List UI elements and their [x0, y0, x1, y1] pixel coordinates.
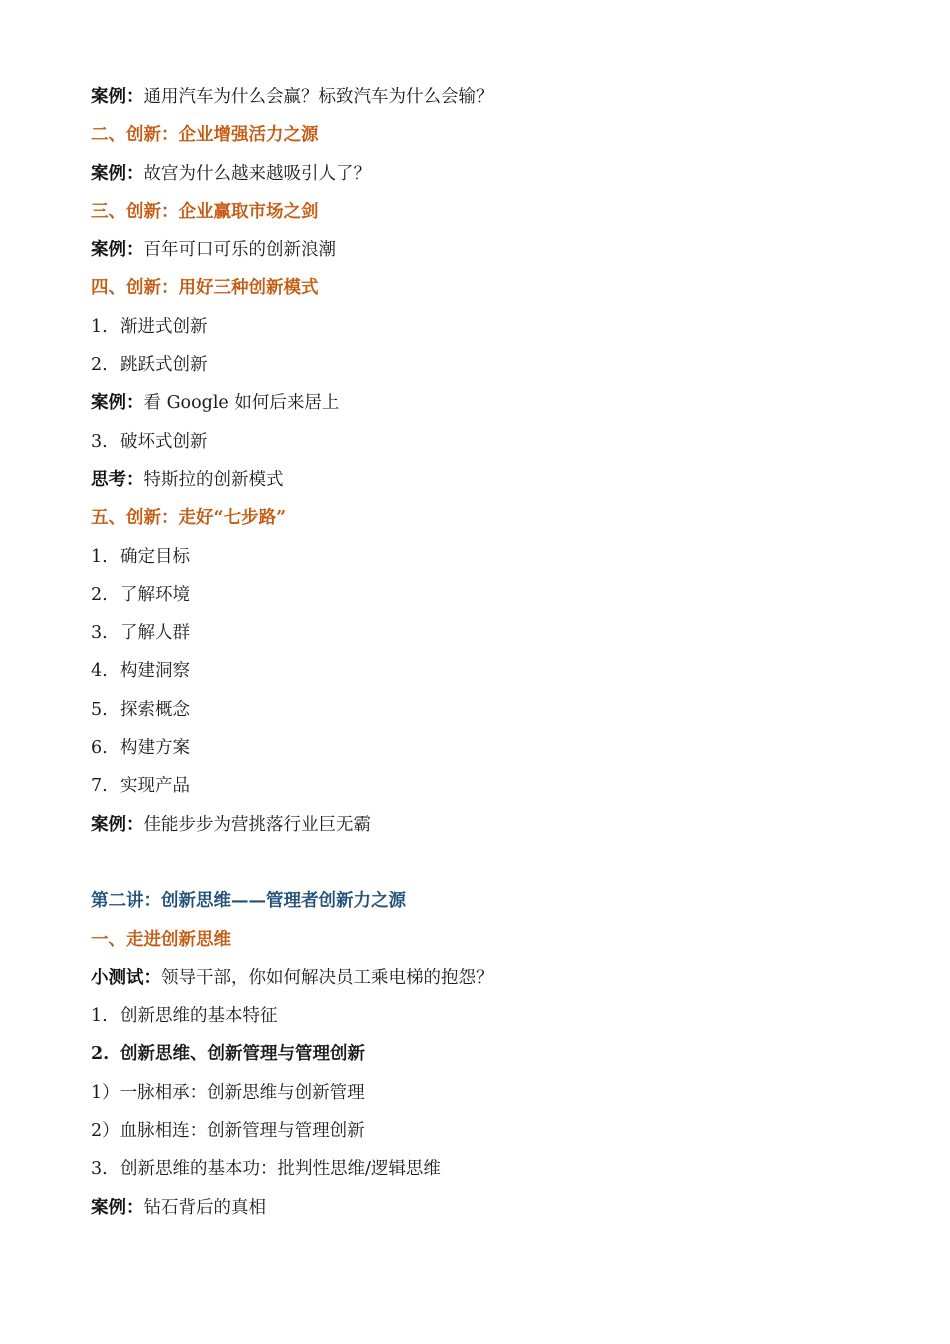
item-number: 2.: [91, 1044, 110, 1065]
item-number: 2.: [91, 355, 108, 376]
item-text: 创新思维的基本功：批判性思维/逻辑思维: [120, 1159, 441, 1180]
item-number: 3.: [91, 1159, 108, 1180]
numbered-item: [91, 423, 891, 461]
item-text: 跳跃式创新: [120, 355, 208, 376]
item-number: 1.: [91, 546, 108, 567]
labeled-line: [91, 231, 891, 269]
line-label: 小测试：: [91, 967, 161, 988]
item-text: 实现产品: [120, 776, 190, 797]
item-text: 创新思维、创新管理与管理创新: [120, 1044, 365, 1065]
labeled-line: [91, 78, 891, 116]
blank-line: [91, 844, 891, 882]
item-text: 破坏式创新: [120, 431, 208, 452]
line-label: 案例：: [91, 87, 144, 107]
document-body: [91, 78, 891, 1227]
labeled-line: [91, 806, 891, 844]
item-number: 1.: [91, 316, 108, 337]
line-label: 案例：: [91, 1197, 144, 1218]
item-text: 确定目标: [120, 546, 190, 567]
numbered-item: [91, 767, 891, 805]
line-text: 钻石背后的真相: [143, 1197, 266, 1218]
item-text: 创新思维的基本特征: [120, 1006, 278, 1027]
line-text: 特斯拉的创新模式: [143, 469, 284, 490]
labeled-line: [91, 959, 891, 997]
line-label: 案例：: [91, 814, 144, 835]
line-text: 通用汽车为什么会赢？标致汽车为什么会输？: [143, 87, 494, 107]
item-number: 3.: [91, 431, 108, 452]
numbered-item: [91, 1035, 891, 1073]
section-heading: 四、创新：用好三种创新模式: [91, 278, 319, 299]
item-number: 6.: [91, 738, 108, 759]
line-text: 佳能步步为营挑落行业巨无霸: [143, 814, 371, 835]
plain-line: 2）血脉相连：创新管理与管理创新: [91, 1121, 365, 1142]
line-label: 案例：: [91, 240, 144, 261]
item-text: 渐进式创新: [120, 316, 208, 337]
numbered-item: [91, 614, 891, 652]
item-number: 7.: [91, 776, 108, 797]
chapter-heading: 第二讲：创新思维——管理者创新力之源: [91, 891, 406, 912]
numbered-item: [91, 691, 891, 729]
line-text: 看 Google 如何后来居上: [143, 393, 340, 414]
item-text: 了解环境: [120, 584, 190, 605]
line-text: 故宫为什么越来越吸引人了？: [143, 163, 371, 184]
labeled-line: [91, 461, 891, 499]
line-text: 领导干部，你如何解决员工乘电梯的抱怨？: [161, 967, 494, 988]
item-number: 2.: [91, 584, 108, 605]
numbered-item: [91, 729, 891, 767]
plain-line: 1）一脉相承：创新思维与创新管理: [91, 1082, 365, 1103]
item-number: 1.: [91, 1006, 108, 1027]
labeled-line: [91, 1189, 891, 1227]
numbered-item: [91, 576, 891, 614]
labeled-line: [91, 155, 891, 193]
section-heading: 二、创新：企业增强活力之源: [91, 125, 319, 146]
line-label: 思考：: [91, 469, 144, 490]
item-number: 5.: [91, 699, 108, 720]
labeled-line: [91, 384, 891, 422]
line-text: 百年可口可乐的创新浪潮: [143, 240, 336, 261]
line-label: 案例：: [91, 163, 144, 184]
item-text: 构建方案: [120, 738, 190, 759]
item-number: 4.: [91, 661, 108, 682]
item-text: 构建洞察: [120, 661, 190, 682]
item-text: 探索概念: [120, 699, 190, 720]
line-label: 案例：: [91, 393, 144, 414]
numbered-item: [91, 997, 891, 1035]
numbered-item: [91, 538, 891, 576]
section-heading: 三、创新：企业赢取市场之剑: [91, 201, 319, 222]
item-number: 3.: [91, 623, 108, 644]
numbered-item: [91, 652, 891, 690]
numbered-item: [91, 346, 891, 384]
numbered-item: [91, 308, 891, 346]
section-heading: 一、走进创新思维: [91, 929, 231, 950]
item-text: 了解人群: [120, 623, 190, 644]
numbered-item: [91, 1150, 891, 1188]
section-heading: 五、创新：走好“七步路”: [91, 508, 287, 529]
